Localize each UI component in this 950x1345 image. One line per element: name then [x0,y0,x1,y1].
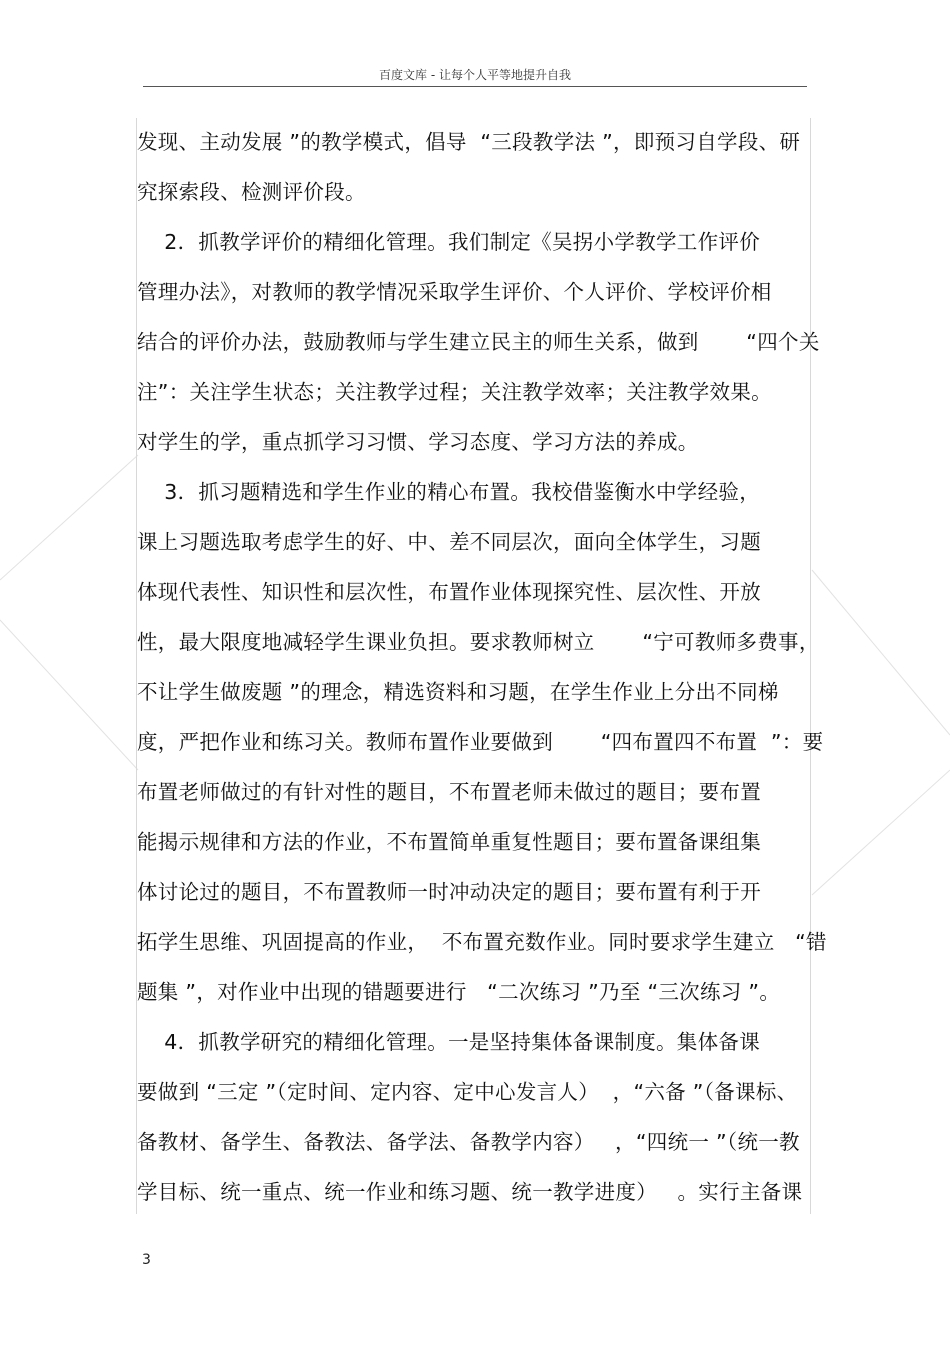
text-line: 对学生的学，重点抓学习习惯、学习态度、学习方法的养成。 [137,430,699,454]
page-number: 3 [142,1252,151,1268]
text-line: 性，最大限度地减轻学生课业负担。要求教师树立 “宁可教师多费事， [137,630,820,654]
text-line: 度，严把作业和练习关。教师布置作业要做到 “四布置四不布置 ”：要 [137,730,824,754]
text-line: 发现、主动发展 ”的教学模式，倡导 “三段教学法 ”，即预习自学段、研 [137,130,801,154]
text-line: 管理办法》，对教师的教学情况采取学生评价、个人评价、学校评价相 [137,280,772,304]
text-line: 要做到 “三定 ”（定时间、定内容、定中心发言人） ，“六备 ”（备课标、 [137,1080,798,1104]
text-line: 布置老师做过的有针对性的题目，不布置老师未做过的题目；要布置 [137,780,761,804]
page-header: 百度文库 - 让每个人平等地提升自我 [379,68,571,82]
text-line: 注”：关注学生状态；关注教学过程；关注教学效率；关注教学效果。 [137,380,772,404]
text-line: 题集 ”，对作业中出现的错题要进行 “二次练习 ”乃至 “三次练习 ”。 [137,980,781,1004]
text-line: 3．抓习题精选和学生作业的精心布置。我校借鉴衡水中学经验， [137,480,761,504]
text-line: 课上习题选取考虑学生的好、中、差不同层次，面向全体学生，习题 [137,530,761,554]
text-line: 拓学生思维、巩固提高的作业， 不布置充数作业。同时要求学生建立 “错 [137,930,827,954]
text-line: 能揭示规律和方法的作业，不布置简单重复性题目；要布置备课组集 [137,830,761,854]
document-body [137,120,827,1220]
text-line: 体讨论过的题目，不布置教师一时冲动决定的题目；要布置有利于开 [137,880,761,904]
text-line: 4．抓教学研究的精细化管理。一是坚持集体备课制度。集体备课 [137,1030,761,1054]
text-line: 体现代表性、知识性和层次性，布置作业体现探究性、层次性、开放 [137,580,761,604]
header-rule [143,86,807,87]
text-line: 结合的评价办法，鼓励教师与学生建立民主的师生关系，做到 “四个关 [137,330,820,354]
text-line: 究探索段、检测评价段。 [137,180,366,204]
text-line: 不让学生做废题 ”的理念，精选资料和习题，在学生作业上分出不同梯 [137,680,779,704]
text-line: 学目标、统一重点、统一作业和练习题、统一教学进度） 。实行主备课 [137,1180,803,1204]
text-line: 2．抓教学评价的精细化管理。我们制定《吴拐小学教学工作评价 [137,230,761,254]
text-line: 备教材、备学生、备教法、备学法、备教学内容） ，“四统一 ”（统一教 [137,1130,800,1154]
